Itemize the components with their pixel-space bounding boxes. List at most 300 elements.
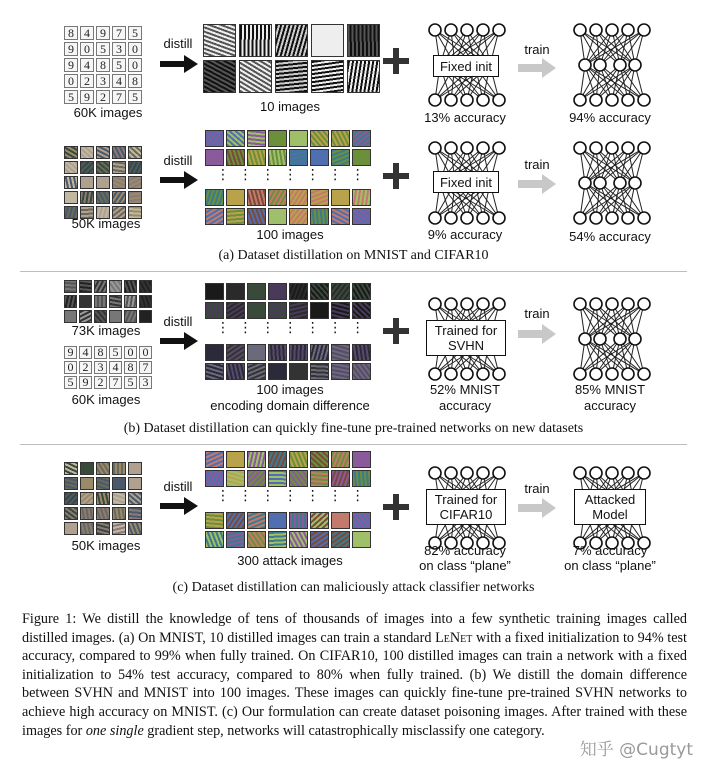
source-image <box>64 507 78 520</box>
network-node <box>629 59 641 71</box>
source-image <box>96 191 110 204</box>
source-image <box>94 310 107 323</box>
mnist-digit: 2 <box>96 90 110 104</box>
mnist-digit: 4 <box>109 361 122 374</box>
network-node <box>638 298 650 310</box>
source-image <box>124 295 137 308</box>
cifar-distilled-bottom <box>205 189 371 225</box>
source-image <box>80 161 94 174</box>
source-image <box>80 477 94 490</box>
train-arrow-cifar <box>518 174 558 194</box>
network-node <box>638 94 650 106</box>
source-image <box>96 176 110 189</box>
distill-label-mnist: distill <box>163 36 193 51</box>
network-trained-cifar <box>565 140 655 226</box>
distilled-image <box>205 451 224 468</box>
source-image <box>80 191 94 204</box>
mnist-digit-grid <box>64 26 142 104</box>
mnist-digit: 4 <box>80 26 94 40</box>
distilled-image <box>289 531 308 548</box>
distill-label-svhn: distill <box>163 314 193 329</box>
distilled-image <box>268 451 287 468</box>
network-node <box>574 24 586 36</box>
svhn-distilled-bottom <box>205 344 371 380</box>
source-image <box>128 507 142 520</box>
network-node <box>461 298 473 310</box>
source-image <box>124 280 137 293</box>
mnist-digit: 0 <box>64 74 78 88</box>
network-node <box>445 24 457 36</box>
cifar-distilled-top <box>205 130 371 166</box>
distilled-image <box>310 531 329 548</box>
source-image <box>80 522 94 535</box>
source-image <box>112 191 126 204</box>
network-node <box>606 298 618 310</box>
mnist-digit: 2 <box>80 74 94 88</box>
svhn-source-label: 73K images <box>71 323 141 338</box>
distilled-image <box>268 189 287 206</box>
source-image <box>139 310 152 323</box>
source-image <box>112 492 126 505</box>
source-image <box>79 280 92 293</box>
mnist-after-accuracy: 94% accuracy <box>569 110 651 125</box>
network-node <box>445 467 457 479</box>
distilled-image <box>268 208 287 225</box>
source-image <box>112 507 126 520</box>
distilled-image <box>311 60 344 93</box>
distilled-image <box>247 302 266 319</box>
network-node <box>606 368 618 380</box>
network-node <box>590 24 602 36</box>
distilled-image <box>226 451 245 468</box>
source-image <box>64 161 78 174</box>
source-image <box>112 522 126 535</box>
network-node <box>493 298 505 310</box>
distilled-image <box>331 363 350 380</box>
distilled-image <box>226 302 245 319</box>
network-node <box>461 212 473 224</box>
network-node <box>445 298 457 310</box>
source-image <box>96 146 110 159</box>
network-node <box>614 177 626 189</box>
mnist-digit: 9 <box>64 58 78 72</box>
ellipsis-attack: ⋮ ⋮ ⋮ ⋮ ⋮ ⋮ ⋮ <box>216 488 367 504</box>
network-node <box>622 24 634 36</box>
distilled-image <box>205 344 224 361</box>
distilled-image <box>247 149 266 166</box>
distilled-image <box>205 512 224 529</box>
distilled-image <box>205 283 224 300</box>
panel-a-caption: (a) Dataset distillation on MNIST and CIFAR10 <box>218 248 489 263</box>
svhn-after-line2: accuracy <box>583 398 637 413</box>
distilled-image <box>226 531 245 548</box>
source-image <box>64 146 78 159</box>
source-image <box>64 492 78 505</box>
distilled-image <box>226 344 245 361</box>
train-arrow-attack <box>518 498 558 518</box>
network-node <box>638 142 650 154</box>
source-image <box>96 462 110 475</box>
mnist-digit: 2 <box>94 376 107 389</box>
distilled-image <box>352 531 371 548</box>
source-image <box>128 146 142 159</box>
distilled-image <box>226 283 245 300</box>
network-node <box>579 333 591 345</box>
network-label-attacked-model: Attacked Model <box>574 489 646 525</box>
cifar-distilled-label: 100 images <box>256 227 324 242</box>
svhn-distilled-top <box>205 283 371 319</box>
mnist-digit: 8 <box>96 58 110 72</box>
network-node <box>429 368 441 380</box>
network-node <box>638 467 650 479</box>
distilled-image <box>205 189 224 206</box>
distilled-image <box>247 470 266 487</box>
network-node <box>594 59 606 71</box>
distilled-image <box>347 24 380 57</box>
distilled-image <box>310 302 329 319</box>
distilled-image <box>310 189 329 206</box>
network-node <box>614 59 626 71</box>
mnist-digit: 0 <box>139 346 152 359</box>
network-node <box>606 94 618 106</box>
distilled-image <box>205 363 224 380</box>
distilled-image <box>205 302 224 319</box>
distilled-image <box>205 470 224 487</box>
network-node <box>429 298 441 310</box>
divider <box>20 271 687 272</box>
train-arrow-mnist <box>518 58 558 78</box>
network-node <box>493 368 505 380</box>
source-image <box>64 310 77 323</box>
mnist-digit: 9 <box>79 376 92 389</box>
distilled-image <box>226 208 245 225</box>
distilled-image <box>310 283 329 300</box>
network-node <box>477 142 489 154</box>
distilled-image <box>268 130 287 147</box>
mnist-digit: 0 <box>128 42 142 56</box>
distilled-image <box>268 149 287 166</box>
attack-distilled-bottom <box>205 512 371 548</box>
distilled-image <box>226 512 245 529</box>
source-image <box>80 146 94 159</box>
distilled-image <box>247 451 266 468</box>
distilled-image <box>310 208 329 225</box>
network-node <box>493 94 505 106</box>
distilled-image <box>331 470 350 487</box>
distilled-image <box>268 302 287 319</box>
distilled-image <box>352 189 371 206</box>
distilled-image <box>239 60 272 93</box>
plus-icon <box>383 494 409 520</box>
svhn-before-line1: 52% MNIST <box>429 382 501 397</box>
distilled-image <box>331 149 350 166</box>
network-node <box>590 142 602 154</box>
distilled-image <box>352 451 371 468</box>
train-arrow-svhn <box>518 324 558 344</box>
distilled-image <box>331 189 350 206</box>
distilled-image <box>352 283 371 300</box>
network-node <box>638 24 650 36</box>
network-node <box>493 467 505 479</box>
distilled-image <box>331 531 350 548</box>
distilled-image <box>226 130 245 147</box>
divider <box>20 444 687 445</box>
network-node <box>445 212 457 224</box>
network-node <box>445 368 457 380</box>
source-image <box>128 161 142 174</box>
network-node <box>574 368 586 380</box>
cifar-source-grid <box>64 146 142 219</box>
svhn-after-line1: 85% MNIST <box>574 382 646 397</box>
source-image <box>64 522 78 535</box>
network-node <box>579 177 591 189</box>
distill-label-attack: distill <box>163 479 193 494</box>
distilled-image <box>310 451 329 468</box>
distilled-image <box>247 283 266 300</box>
network-node <box>461 467 473 479</box>
mnist-digit: 5 <box>64 376 77 389</box>
mnist-digit: 0 <box>80 42 94 56</box>
network-node <box>493 24 505 36</box>
source-image <box>112 176 126 189</box>
distilled-image <box>352 149 371 166</box>
mnist-digit: 0 <box>124 346 137 359</box>
distilled-image <box>275 24 308 57</box>
distilled-image <box>289 283 308 300</box>
source-image <box>109 280 122 293</box>
source-image <box>124 310 137 323</box>
source-image <box>79 310 92 323</box>
mnist-source-label-b: 60K images <box>71 392 141 407</box>
distilled-image <box>310 130 329 147</box>
distilled-image <box>310 470 329 487</box>
train-label-svhn: train <box>524 306 550 321</box>
network-node <box>606 24 618 36</box>
distilled-image <box>289 208 308 225</box>
ellipsis-svhn: ⋮ ⋮ ⋮ ⋮ ⋮ ⋮ ⋮ <box>216 320 367 336</box>
cifar-after-accuracy: 54% accuracy <box>569 229 651 244</box>
source-image <box>80 176 94 189</box>
distilled-image <box>310 344 329 361</box>
network-node <box>590 298 602 310</box>
network-trained-mnist <box>565 22 655 108</box>
distilled-image <box>331 512 350 529</box>
distilled-image <box>226 189 245 206</box>
ellipsis-cifar: ⋮ ⋮ ⋮ ⋮ ⋮ ⋮ ⋮ <box>216 167 367 183</box>
source-image <box>96 492 110 505</box>
mnist-digit: 7 <box>112 90 126 104</box>
distilled-image <box>205 149 224 166</box>
distilled-image <box>289 470 308 487</box>
distilled-image <box>268 470 287 487</box>
network-node <box>574 212 586 224</box>
network-node <box>477 298 489 310</box>
plus-icon <box>383 163 409 189</box>
network-node <box>477 467 489 479</box>
svhn-source-grid <box>64 280 152 323</box>
source-image <box>79 295 92 308</box>
distilled-image <box>247 189 266 206</box>
plus-icon <box>383 318 409 344</box>
mnist-distilled-label: 10 images <box>260 99 320 114</box>
network-node <box>477 368 489 380</box>
network-node <box>590 368 602 380</box>
distill-label-cifar: distill <box>163 153 193 168</box>
distilled-image <box>268 283 287 300</box>
distilled-image <box>247 512 266 529</box>
source-image <box>80 462 94 475</box>
network-node <box>461 142 473 154</box>
network-node <box>594 177 606 189</box>
distilled-image <box>352 130 371 147</box>
source-image <box>64 191 78 204</box>
mnist-digit: 7 <box>112 26 126 40</box>
mnist-digit: 3 <box>96 74 110 88</box>
attack-before-line2: on class “plane” <box>419 558 511 573</box>
distilled-image <box>310 512 329 529</box>
network-node <box>590 467 602 479</box>
source-image <box>64 477 78 490</box>
network-label-fixed-init-cifar: Fixed init <box>433 171 499 193</box>
cifar-source-label: 50K images <box>71 216 141 231</box>
mnist-digit: 4 <box>79 346 92 359</box>
svhn-distilled-label-2: encoding domain difference <box>210 398 370 413</box>
distill-arrow-svhn <box>160 331 200 351</box>
distilled-image <box>289 189 308 206</box>
distilled-image <box>352 363 371 380</box>
distilled-image <box>226 470 245 487</box>
source-image <box>128 191 142 204</box>
mnist-digit: 4 <box>80 58 94 72</box>
source-image <box>64 176 78 189</box>
svhn-before-line2: accuracy <box>438 398 492 413</box>
source-image <box>128 492 142 505</box>
source-image <box>94 295 107 308</box>
source-image <box>128 522 142 535</box>
source-image <box>112 462 126 475</box>
distilled-image <box>203 24 236 57</box>
mnist-digit: 3 <box>139 376 152 389</box>
mnist-distilled-images <box>203 24 380 93</box>
source-image <box>139 280 152 293</box>
mnist-digit: 0 <box>128 58 142 72</box>
source-image <box>64 295 77 308</box>
distilled-image <box>268 344 287 361</box>
mnist-digit: 9 <box>96 26 110 40</box>
mnist-digit: 3 <box>112 42 126 56</box>
distilled-image <box>289 130 308 147</box>
train-label-attack: train <box>524 481 550 496</box>
mnist-digit: 5 <box>124 376 137 389</box>
distilled-image <box>247 531 266 548</box>
distilled-image <box>331 451 350 468</box>
network-node <box>574 94 586 106</box>
network-finetuned-mnist <box>565 296 655 382</box>
network-label-trained-svhn: Trained for SVHN <box>426 320 506 356</box>
distilled-image <box>331 130 350 147</box>
distilled-image <box>289 512 308 529</box>
distilled-image <box>331 208 350 225</box>
distill-arrow-mnist <box>160 54 200 74</box>
distilled-image <box>226 363 245 380</box>
distilled-image <box>310 149 329 166</box>
distilled-image <box>347 60 380 93</box>
mnist-digit: 7 <box>139 361 152 374</box>
network-node <box>622 298 634 310</box>
mnist-source-grid-b <box>64 346 152 389</box>
source-image <box>112 146 126 159</box>
network-node <box>574 298 586 310</box>
distilled-image <box>247 130 266 147</box>
attack-source-label: 50K images <box>71 538 141 553</box>
distilled-image <box>289 451 308 468</box>
network-node <box>477 24 489 36</box>
distilled-image <box>289 344 308 361</box>
plus-icon <box>383 48 409 74</box>
source-image <box>128 176 142 189</box>
attack-after-line1: 7% accuracy <box>572 543 648 558</box>
distilled-image <box>268 531 287 548</box>
attack-before-line1: 82% accuracy <box>424 543 506 558</box>
distilled-image <box>352 208 371 225</box>
distilled-image <box>331 283 350 300</box>
network-node <box>445 142 457 154</box>
network-node <box>574 467 586 479</box>
source-image <box>128 477 142 490</box>
mnist-digit: 5 <box>109 346 122 359</box>
network-node <box>606 142 618 154</box>
distilled-image <box>247 208 266 225</box>
distilled-image <box>352 344 371 361</box>
network-node <box>622 94 634 106</box>
mnist-digit: 5 <box>96 42 110 56</box>
source-image <box>64 280 77 293</box>
distilled-image <box>352 470 371 487</box>
mnist-digit: 5 <box>128 26 142 40</box>
network-node <box>579 59 591 71</box>
distilled-image <box>275 60 308 93</box>
network-node <box>461 368 473 380</box>
network-node <box>622 368 634 380</box>
network-node <box>574 142 586 154</box>
network-node <box>606 212 618 224</box>
distilled-image <box>247 363 266 380</box>
mnist-digit: 8 <box>94 346 107 359</box>
distilled-image <box>203 60 236 93</box>
mnist-digit: 8 <box>128 74 142 88</box>
mnist-digit: 8 <box>124 361 137 374</box>
distilled-image <box>289 302 308 319</box>
network-node <box>493 212 505 224</box>
mnist-digit: 9 <box>64 42 78 56</box>
distilled-image <box>268 363 287 380</box>
distilled-image <box>226 149 245 166</box>
distilled-image <box>352 512 371 529</box>
mnist-digit: 4 <box>112 74 126 88</box>
network-node <box>590 212 602 224</box>
network-node <box>429 94 441 106</box>
source-image <box>96 522 110 535</box>
watermark: 知乎 @Cugtyt <box>579 740 693 760</box>
train-label-mnist: train <box>524 42 550 57</box>
panel-c-caption: (c) Dataset distillation can maliciously attack classifier networks <box>172 580 535 595</box>
distilled-image <box>331 344 350 361</box>
network-node <box>606 467 618 479</box>
distilled-image <box>289 363 308 380</box>
network-node <box>590 94 602 106</box>
source-image <box>109 295 122 308</box>
distilled-image <box>352 302 371 319</box>
